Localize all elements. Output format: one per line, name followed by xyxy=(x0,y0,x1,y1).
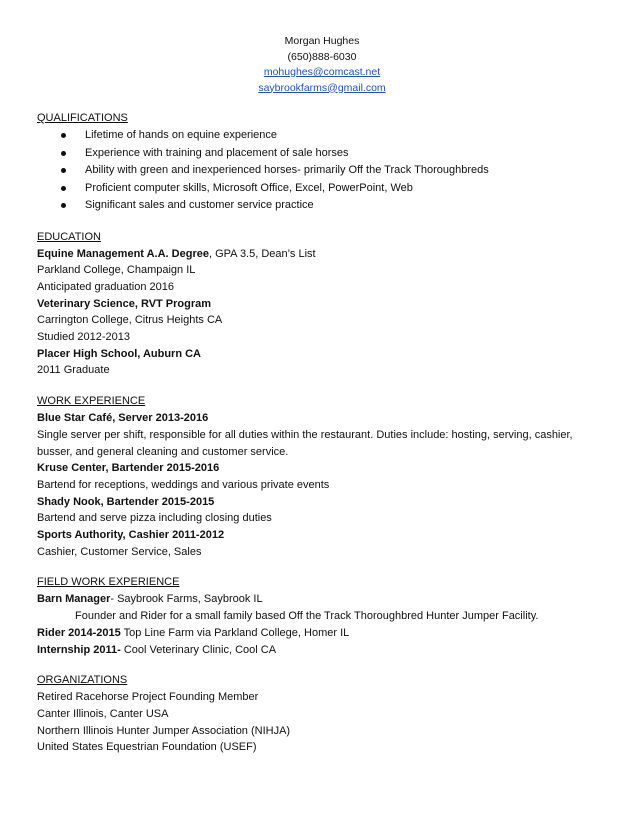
job-title: Sports Authority, Cashier 2011-2012 xyxy=(37,529,225,542)
work-experience-section xyxy=(37,393,607,560)
qualifications-section xyxy=(37,110,607,215)
education-entry-title: Placer High School, Auburn CA xyxy=(37,347,201,360)
bullet-icon xyxy=(61,133,66,138)
phone-number: (650)888-6030 xyxy=(287,50,357,63)
list-item: Experience with training and placement of sale horses xyxy=(37,145,607,163)
bullet-icon xyxy=(61,168,66,173)
organization-item: United States Equestrian Foundation (USEF) xyxy=(37,741,257,754)
job-title: Kruse Center, Bartender 2015-2016 xyxy=(37,462,220,475)
list-item: Proficient computer skills, Microsoft Office, Excel, PowerPoint, Web xyxy=(37,180,607,198)
field-entry-detail: Founder and Rider for a small family based Off the Track Thoroughbred Hunter Jumper Facility. xyxy=(75,610,539,623)
bullet-icon xyxy=(61,203,66,208)
education-entry-title: Equine Management A.A. Degree, GPA 3.5, Dean’s List xyxy=(37,247,316,260)
education-section xyxy=(37,229,607,380)
education-heading: EDUCATION xyxy=(37,230,101,243)
list-item: Significant sales and customer service practice xyxy=(37,197,607,215)
resume-header xyxy=(37,34,607,96)
bullet-icon xyxy=(61,186,66,191)
education-entry-detail: 2011 Graduate xyxy=(37,364,110,377)
field-work-section xyxy=(37,574,607,658)
organization-item: Retired Racehorse Project Founding Member xyxy=(37,691,259,704)
resume-page xyxy=(37,34,607,756)
job-description: Single server per shift, responsible for all duties within the restaurant. Duties include: hosting, serving, cashier, busser, and general cleaning and customer service. xyxy=(37,428,573,458)
education-entry-detail: Anticipated graduation 2016 xyxy=(37,280,174,293)
field-entry-rider: Rider 2014-2015 Top Line Farm via Parkland College, Homer IL xyxy=(37,626,350,639)
field-work-heading: FIELD WORK EXPERIENCE xyxy=(37,576,180,589)
field-entry-internship: Internship 2011- Cool Veterinary Clinic, Cool CA xyxy=(37,643,277,656)
education-entry-detail: Parkland College, Champaign IL xyxy=(37,264,196,277)
work-experience-heading: WORK EXPERIENCE xyxy=(37,395,146,408)
list-item: Ability with green and inexperienced horses- primarily Off the Track Thoroughbreds xyxy=(37,162,607,180)
organizations-heading: ORGANIZATIONS xyxy=(37,674,128,687)
qualifications-list xyxy=(37,127,607,215)
job-description: Bartend and serve pizza including closing duties xyxy=(37,512,272,525)
job-description: Cashier, Customer Service, Sales xyxy=(37,545,202,558)
job-title: Shady Nook, Bartender 2015-2015 xyxy=(37,495,215,508)
education-entry-detail: Studied 2012-2013 xyxy=(37,331,130,344)
qualifications-heading: QUALIFICATIONS xyxy=(37,112,128,124)
organization-item: Canter Illinois, Canter USA xyxy=(37,707,169,720)
job-description: Bartend for receptions, weddings and various private events xyxy=(37,478,330,491)
email-link-comcast[interactable]: mohughes@comcast.net xyxy=(263,66,381,78)
education-entry-detail: Carrington College, Citrus Heights CA xyxy=(37,314,223,327)
organizations-section xyxy=(37,672,607,756)
job-title: Blue Star Café, Server 2013-2016 xyxy=(37,412,209,425)
education-entry-title: Veterinary Science, RVT Program xyxy=(37,297,212,310)
field-entry-barn-manager: Barn Manager- Saybrook Farms, Saybrook IL xyxy=(37,593,263,606)
email-link-gmail[interactable]: saybrookfarms@gmail.com xyxy=(258,81,386,94)
candidate-name: Morgan Hughes xyxy=(284,35,360,47)
bullet-icon xyxy=(61,151,66,156)
organization-item: Northern Illinois Hunter Jumper Association (NIHJA) xyxy=(37,724,291,737)
list-item: Lifetime of hands on equine experience xyxy=(37,127,607,145)
